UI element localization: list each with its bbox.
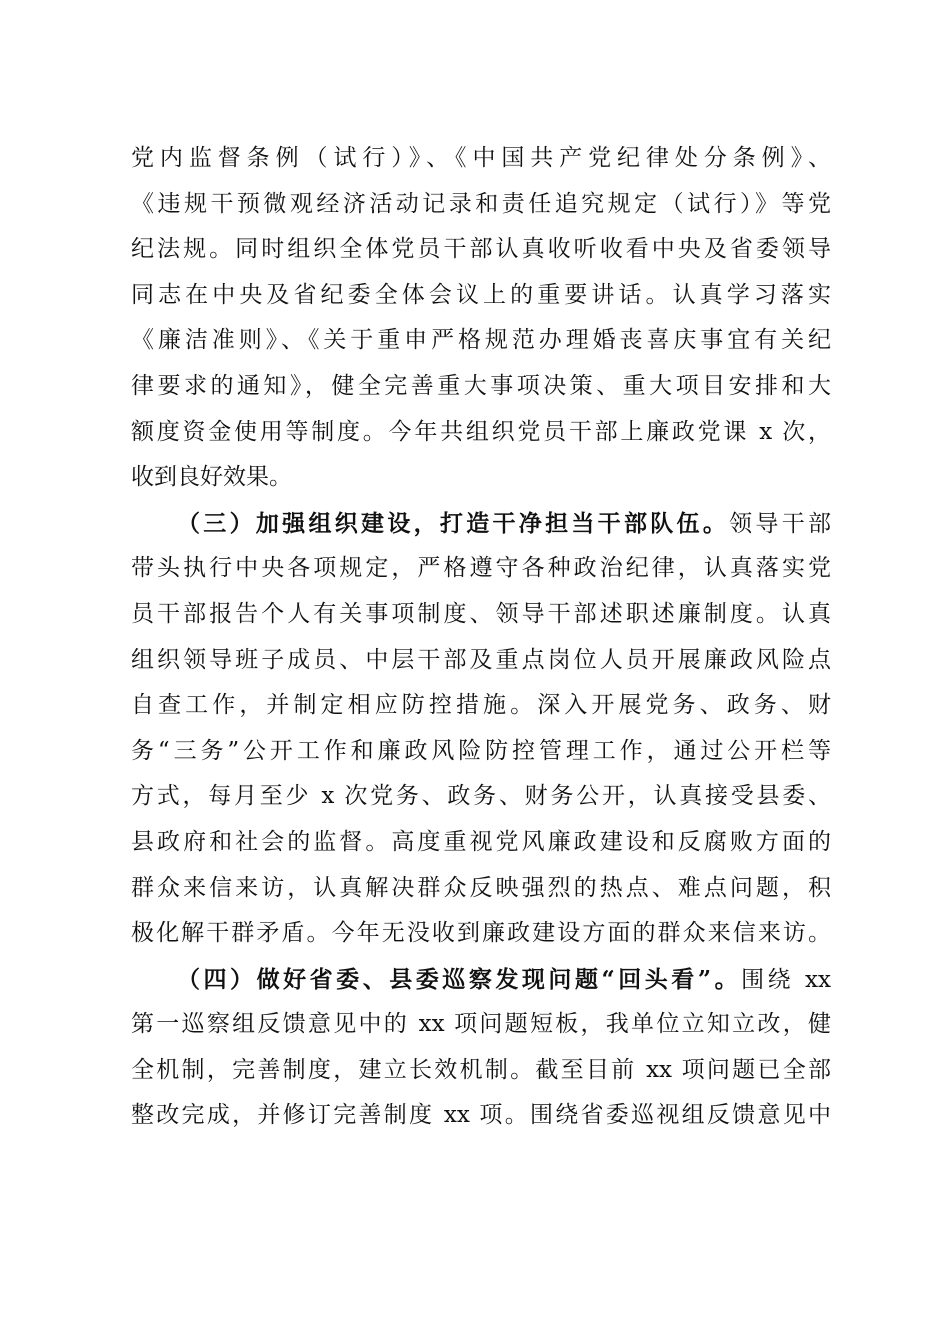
paragraph-line: 同志在中央及省纪委全体会议上的重要讲话。认真学习落实 <box>131 281 831 308</box>
paragraph-line: 第一巡察组反馈意见中的 xx 项问题短板，我单位立知立改，健 <box>131 1011 831 1038</box>
paragraph-line: 全机制，完善制度，建立长效机制。截至目前 xx 项问题已全部 <box>131 1056 831 1083</box>
section-three-heading: （三）加强组织建设，打造干净担当干部队伍。 <box>177 509 730 537</box>
paragraph-line: 自查工作，并制定相应防控措施。深入开展党务、政务、财 <box>131 692 831 719</box>
paragraph-line: 纪法规。同时组织全体党员干部认真收听收看中央及省委领导 <box>131 236 831 263</box>
section-four-first-text: 围绕 xx <box>741 966 831 993</box>
paragraph-line: 员干部报告个人有关事项制度、领导干部述职述廉制度。认真 <box>131 600 831 627</box>
paragraph-line: 《违规干预微观经济活动记录和责任追究规定（试行）》等党 <box>131 190 831 217</box>
paragraph-line: 极化解干群矛盾。今年无没收到廉政建设方面的群众来信来访。 <box>131 920 831 947</box>
paragraph-line: 带头执行中央各项规定，严格遵守各种政治纪律，认真落实党 <box>131 555 831 582</box>
paragraph-line: 组织领导班子成员、中层干部及重点岗位人员开展廉政风险点 <box>131 646 831 673</box>
document-body <box>131 136 831 1139</box>
paragraph-line: 律要求的通知》，健全完善重大事项决策、重大项目安排和大 <box>131 372 831 399</box>
section-three-first-line <box>131 501 831 547</box>
paragraph-line: 额度资金使用等制度。今年共组织党员干部上廉政党课 x 次， <box>131 418 831 445</box>
paragraph-line: 《廉洁准则》、《关于重申严格规范办理婚丧喜庆事宜有关纪 <box>131 327 831 354</box>
paragraph-line: 整改完成，并修订完善制度 xx 项。围绕省委巡视组反馈意见中 <box>131 1102 831 1129</box>
paragraph-line: 县政府和社会的监督。高度重视党风廉政建设和反腐败方面的 <box>131 828 831 855</box>
paragraph-line: 务“三务”公开工作和廉政风险防控管理工作，通过公开栏等 <box>131 737 831 764</box>
paragraph-line: 收到良好效果。 <box>131 464 292 491</box>
section-three-first-text: 领导干部 <box>729 510 831 537</box>
section-four-heading: （四）做好省委、县委巡察发现问题“回头看”。 <box>177 965 742 993</box>
paragraph-line: 方式，每月至少 x 次党务、政务、财务公开，认真接受县委、 <box>131 783 831 810</box>
paragraph-line: 群众来信来访，认真解决群众反映强烈的热点、难点问题，积 <box>131 874 831 901</box>
section-four-first-line <box>131 957 831 1003</box>
paragraph-line: 党内监督条例（试行）》、《中国共产党纪律处分条例》、 <box>131 145 831 171</box>
